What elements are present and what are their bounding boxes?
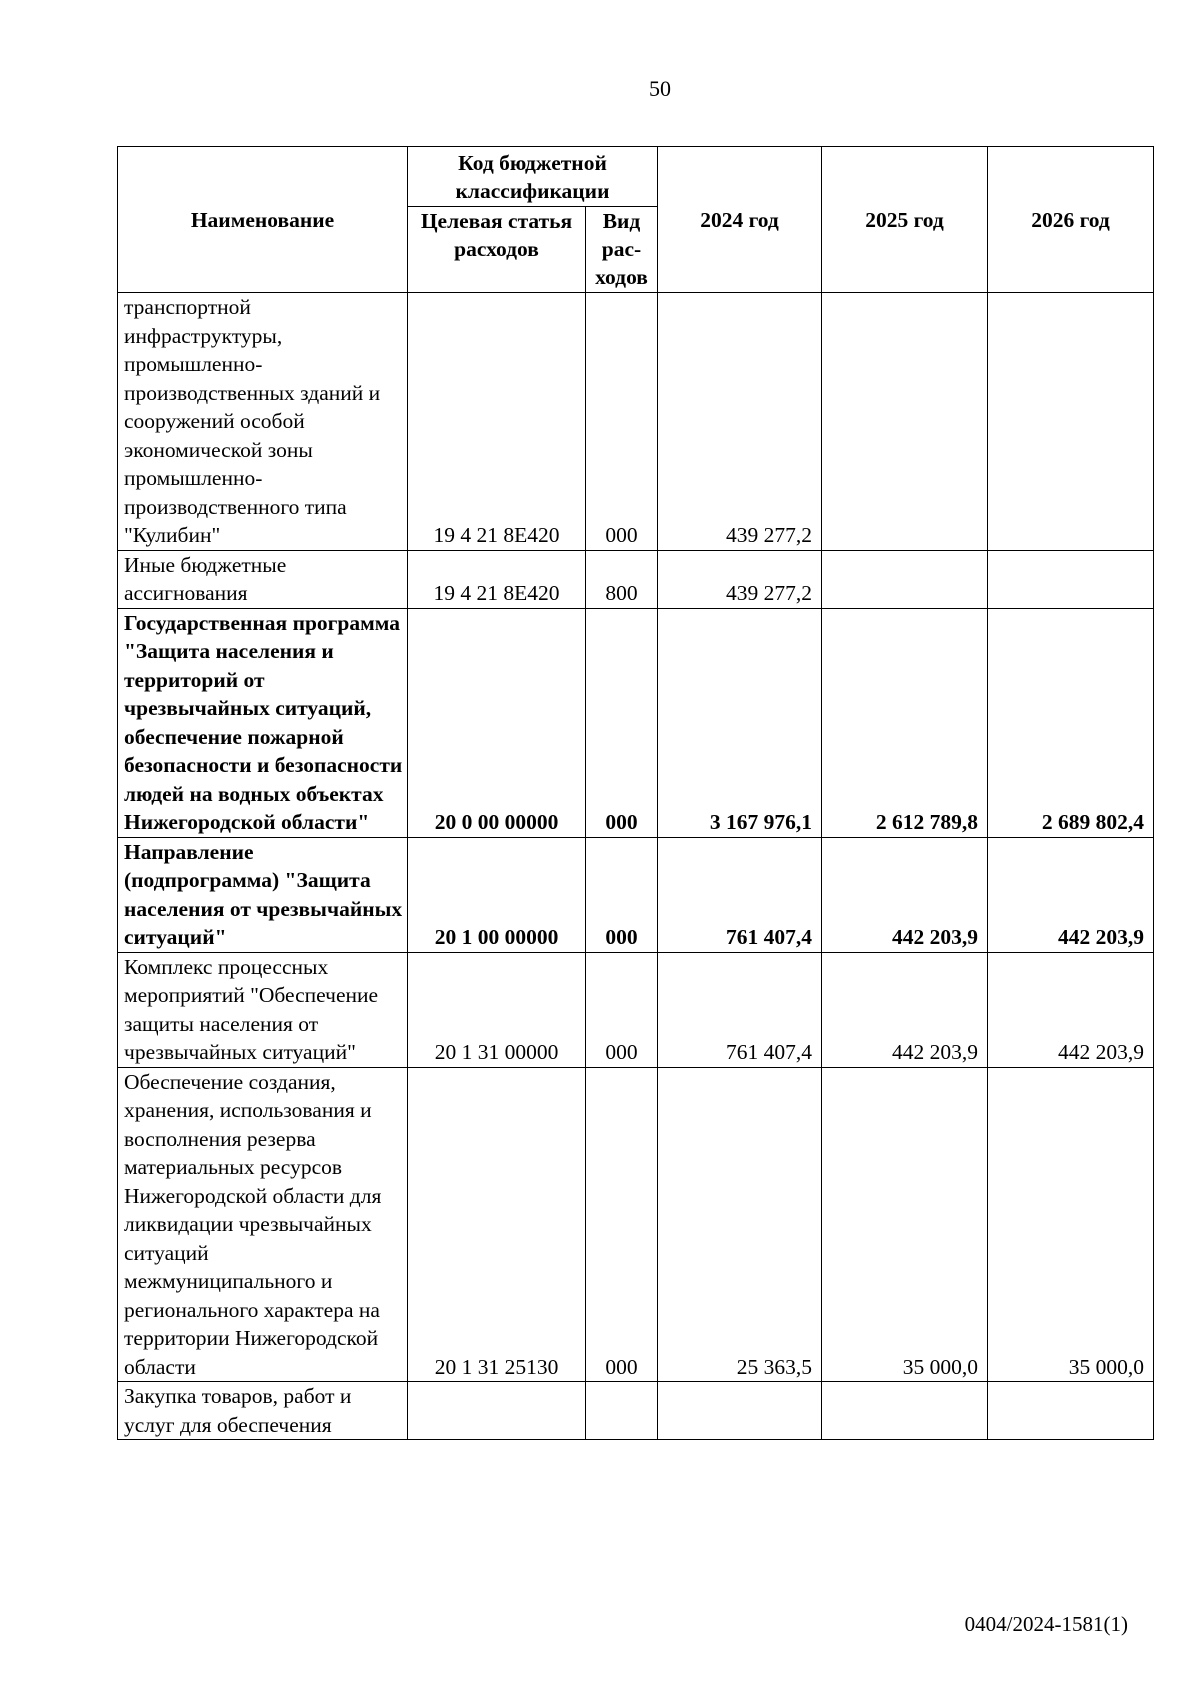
row-code: 19 4 21 8Е420: [408, 293, 586, 551]
row-2025: 35 000,0: [822, 1067, 988, 1382]
row-name: Направление (подпрограмма) "Защита населения от чрезвычайных ситуаций": [118, 837, 408, 952]
header-expense-type: Вид рас-ходов: [586, 207, 658, 293]
row-2026: [988, 1382, 1154, 1440]
header-name: Наименование: [118, 147, 408, 293]
header-year-2024: 2024 год: [658, 147, 822, 293]
row-name: Иные бюджетные ассигнования: [118, 550, 408, 608]
row-code: 20 1 00 00000: [408, 837, 586, 952]
table-row: [118, 608, 1154, 837]
row-2025: 442 203,9: [822, 952, 988, 1067]
row-2024: [658, 1382, 822, 1440]
table-body: [118, 293, 1154, 1440]
table-row: [118, 837, 1154, 952]
row-2024: 761 407,4: [658, 837, 822, 952]
row-name: транспортной инфраструктуры, промышленно-производственных зданий и сооружений особой экономической зоны промышленно-производственного типа "Кулибин": [118, 293, 408, 551]
table-row: [118, 293, 1154, 551]
row-2024: 439 277,2: [658, 293, 822, 551]
table-row: [118, 1067, 1154, 1382]
row-type: 000: [586, 608, 658, 837]
header-year-2025: 2025 год: [822, 147, 988, 293]
row-name: Закупка товаров, работ и услуг для обеспечения: [118, 1382, 408, 1440]
header-target-item: Целевая статья расходов: [408, 207, 586, 293]
header-budget-code: Код бюджетной классификации: [408, 147, 658, 207]
row-code: 20 1 31 00000: [408, 952, 586, 1067]
document-code: 0404/2024-1581(1): [964, 1612, 1128, 1636]
row-name: Обеспечение создания, хранения, использования и восполнения резерва материальных ресурсов Нижегородской области для ликвидации чрезвычайных ситуаций межмуниципального и регионального характера на территории Нижегородской области: [118, 1067, 408, 1382]
row-code: 20 1 31 25130: [408, 1067, 586, 1382]
table-row: [118, 1382, 1154, 1440]
row-name: Государственная программа "Защита населения и территорий от чрезвычайных ситуаций, обеспечение пожарной безопасности и безопасности людей на водных объектах Нижегородской области": [118, 608, 408, 837]
row-code: 19 4 21 8Е420: [408, 550, 586, 608]
row-2025: [822, 550, 988, 608]
row-2024: 761 407,4: [658, 952, 822, 1067]
row-code: 20 0 00 00000: [408, 608, 586, 837]
row-2026: 442 203,9: [988, 952, 1154, 1067]
row-name: Комплекс процессных мероприятий "Обеспечение защиты населения от чрезвычайных ситуаций": [118, 952, 408, 1067]
row-2025: 2 612 789,8: [822, 608, 988, 837]
row-2026: 442 203,9: [988, 837, 1154, 952]
row-type: 000: [586, 952, 658, 1067]
row-2026: 35 000,0: [988, 1067, 1154, 1382]
row-2025: 442 203,9: [822, 837, 988, 952]
budget-table: [117, 146, 1154, 1440]
row-type: 000: [586, 1067, 658, 1382]
table-header: [118, 147, 1154, 293]
row-2026: [988, 293, 1154, 551]
header-year-2026: 2026 год: [988, 147, 1154, 293]
row-type: 000: [586, 837, 658, 952]
row-type: 800: [586, 550, 658, 608]
row-type: 000: [586, 293, 658, 551]
row-2025: [822, 293, 988, 551]
row-2024: 439 277,2: [658, 550, 822, 608]
row-2025: [822, 1382, 988, 1440]
table-row: [118, 550, 1154, 608]
row-type: [586, 1382, 658, 1440]
page-number: 50: [649, 76, 671, 101]
table-row: [118, 952, 1154, 1067]
row-2024: 25 363,5: [658, 1067, 822, 1382]
row-code: [408, 1382, 586, 1440]
row-2026: [988, 550, 1154, 608]
row-2024: 3 167 976,1: [658, 608, 822, 837]
row-2026: 2 689 802,4: [988, 608, 1154, 837]
